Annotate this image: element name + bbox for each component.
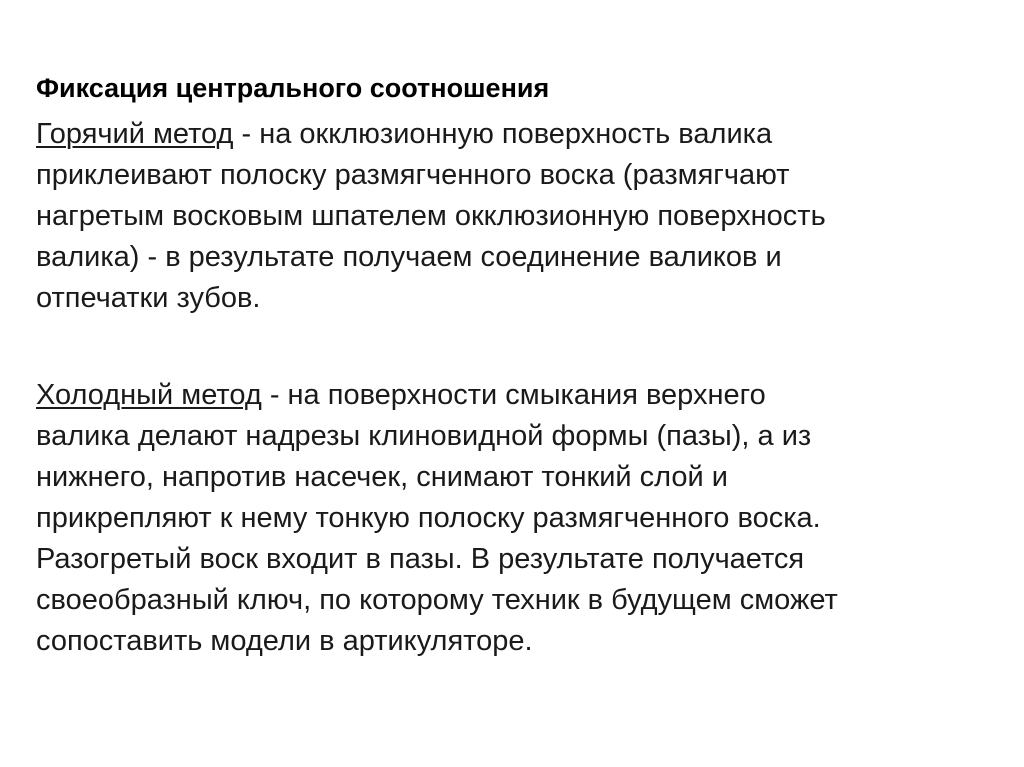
paragraph-line: своеобразный ключ, по которому техник в будущем сможет bbox=[36, 584, 838, 616]
paragraph-line: нижнего, напротив насечек, снимают тонкий слой и bbox=[36, 461, 729, 493]
cold-method-paragraph bbox=[36, 375, 996, 662]
paragraph-line bbox=[36, 114, 996, 155]
paragraph-line: валика) - в результате получаем соединение валиков и bbox=[36, 241, 782, 273]
hot-method-paragraph bbox=[36, 114, 996, 319]
cold-method-text: - на поверхности смыкания верхнего bbox=[261, 379, 766, 411]
hot-method-term: Горячий метод bbox=[36, 118, 234, 150]
paragraph-line: приклеивают полоску размягченного воска (размягчают bbox=[36, 159, 790, 191]
cold-method-term: Холодный метод bbox=[36, 379, 262, 411]
paragraph-line: прикрепляют к нему тонкую полоску размягченного воска. bbox=[36, 502, 821, 534]
paragraph-line bbox=[36, 375, 996, 416]
paragraph-line: Разогретый воск входит в пазы. В результате получается bbox=[36, 543, 805, 575]
paragraph-line: валика делают надрезы клиновидной формы (пазы), а из bbox=[36, 420, 812, 452]
paragraph-line: нагретым восковым шпателем окклюзионную поверхность bbox=[36, 200, 826, 232]
paragraph-line: сопоставить модели в артикуляторе. bbox=[36, 625, 533, 657]
paragraph-line: отпечатки зубов. bbox=[36, 282, 261, 314]
hot-method-text: - на окклюзионную поверхность валика bbox=[233, 118, 773, 150]
slide-title: Фиксация центрального соотношения bbox=[36, 73, 550, 103]
